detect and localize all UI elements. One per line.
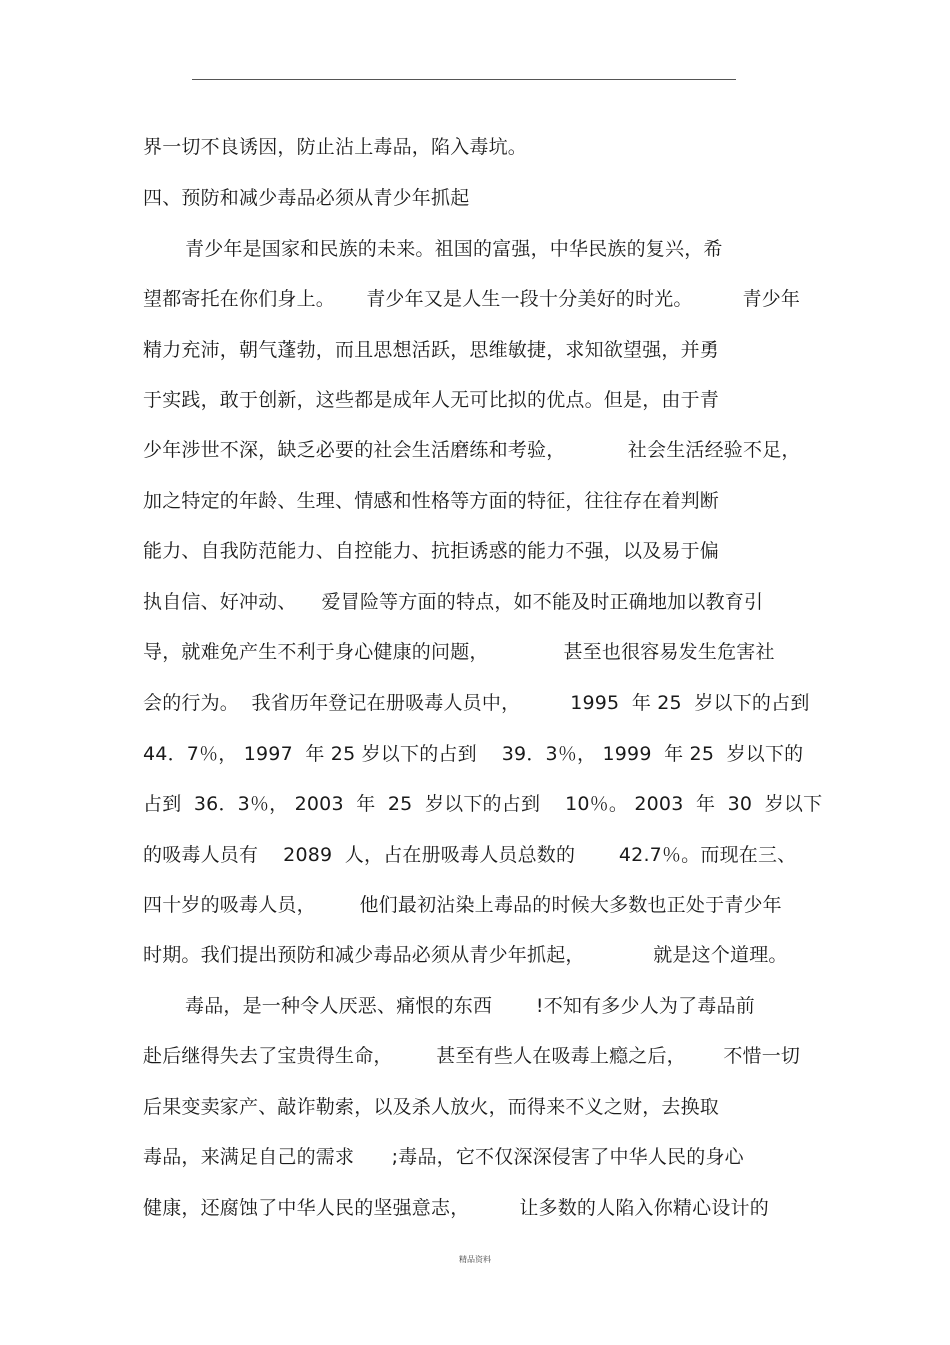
text-line: 少年涉世不深，缺乏必要的社会生活磨练和考验， 社会生活经验不足， <box>143 439 801 461</box>
text-line: 望都寄托在你们身上。 青少年又是人生一段十分美好的时光。 青少年 <box>143 288 801 310</box>
text-line: 于实践，敢于创新，这些都是成年人无可比拟的优点。但是，由于青 <box>143 389 720 411</box>
text-line: 执自信、好冲动、 爱冒险等方面的特点，如不能及时正确地加以教育引 <box>143 591 764 613</box>
section-heading: 四、预防和减少毒品必须从青少年抓起 <box>143 187 470 209</box>
header-rule <box>192 79 736 80</box>
text-line: 毒品，是一种令人厌恶、痛恨的东西 !不知有多少人为了毒品前 <box>185 995 755 1017</box>
text-line: 占到 36．3％， 2003 年 25 岁以下的占到 10％。 2003 年 30 岁以下 <box>143 793 823 815</box>
text-line: 导，就难免产生不利于身心健康的问题， 甚至也很容易发生危害社 <box>143 641 775 663</box>
text-line: 青少年是国家和民族的未来。祖国的富强，中华民族的复兴，希 <box>185 238 723 260</box>
text-line: 精力充沛，朝气蓬勃，而且思想活跃，思维敏捷，求知欲望强，并勇 <box>143 339 720 361</box>
text-line: 会的行为。 我省历年登记在册吸毒人员中， 1995 年 25 岁以下的占到 <box>143 692 810 714</box>
text-line: 赴后继得失去了宝贵得生命， 甚至有些人在吸毒上瘾之后， 不惜一切 <box>143 1045 801 1067</box>
text-line: 界一切不良诱因，防止沾上毒品，陷入毒坑。 <box>143 136 528 158</box>
footer-label: 精品资料 <box>459 1255 491 1264</box>
text-line: 四十岁的吸毒人员， 他们最初沾染上毒品的时候大多数也正处于青少年 <box>143 894 782 916</box>
text-line: 加之特定的年龄、生理、情感和性格等方面的特征，往往存在着判断 <box>143 490 720 512</box>
text-line: 健康，还腐蚀了中华人民的坚强意志， 让多数的人陷入你精心设计的 <box>143 1197 769 1219</box>
text-line: 后果变卖家产、敲诈勒索，以及杀人放火，而得来不义之财，去换取 <box>143 1096 720 1118</box>
text-line: 的吸毒人员有 2089 人，占在册吸毒人员总数的 42.7％。而现在三、 <box>143 844 797 866</box>
text-line: 44．7％， 1997 年 25 岁以下的占到 39．3％， 1999 年 25 岁以下的 <box>143 743 804 765</box>
text-line: 能力、自我防范能力、自控能力、抗拒诱惑的能力不强，以及易于偏 <box>143 540 720 562</box>
text-line: 时期。我们提出预防和减少毒品必须从青少年抓起， 就是这个道理。 <box>143 944 788 966</box>
text-line: 毒品，来满足自己的需求 ;毒品，它不仅深深侵害了中华人民的身心 <box>143 1146 744 1168</box>
